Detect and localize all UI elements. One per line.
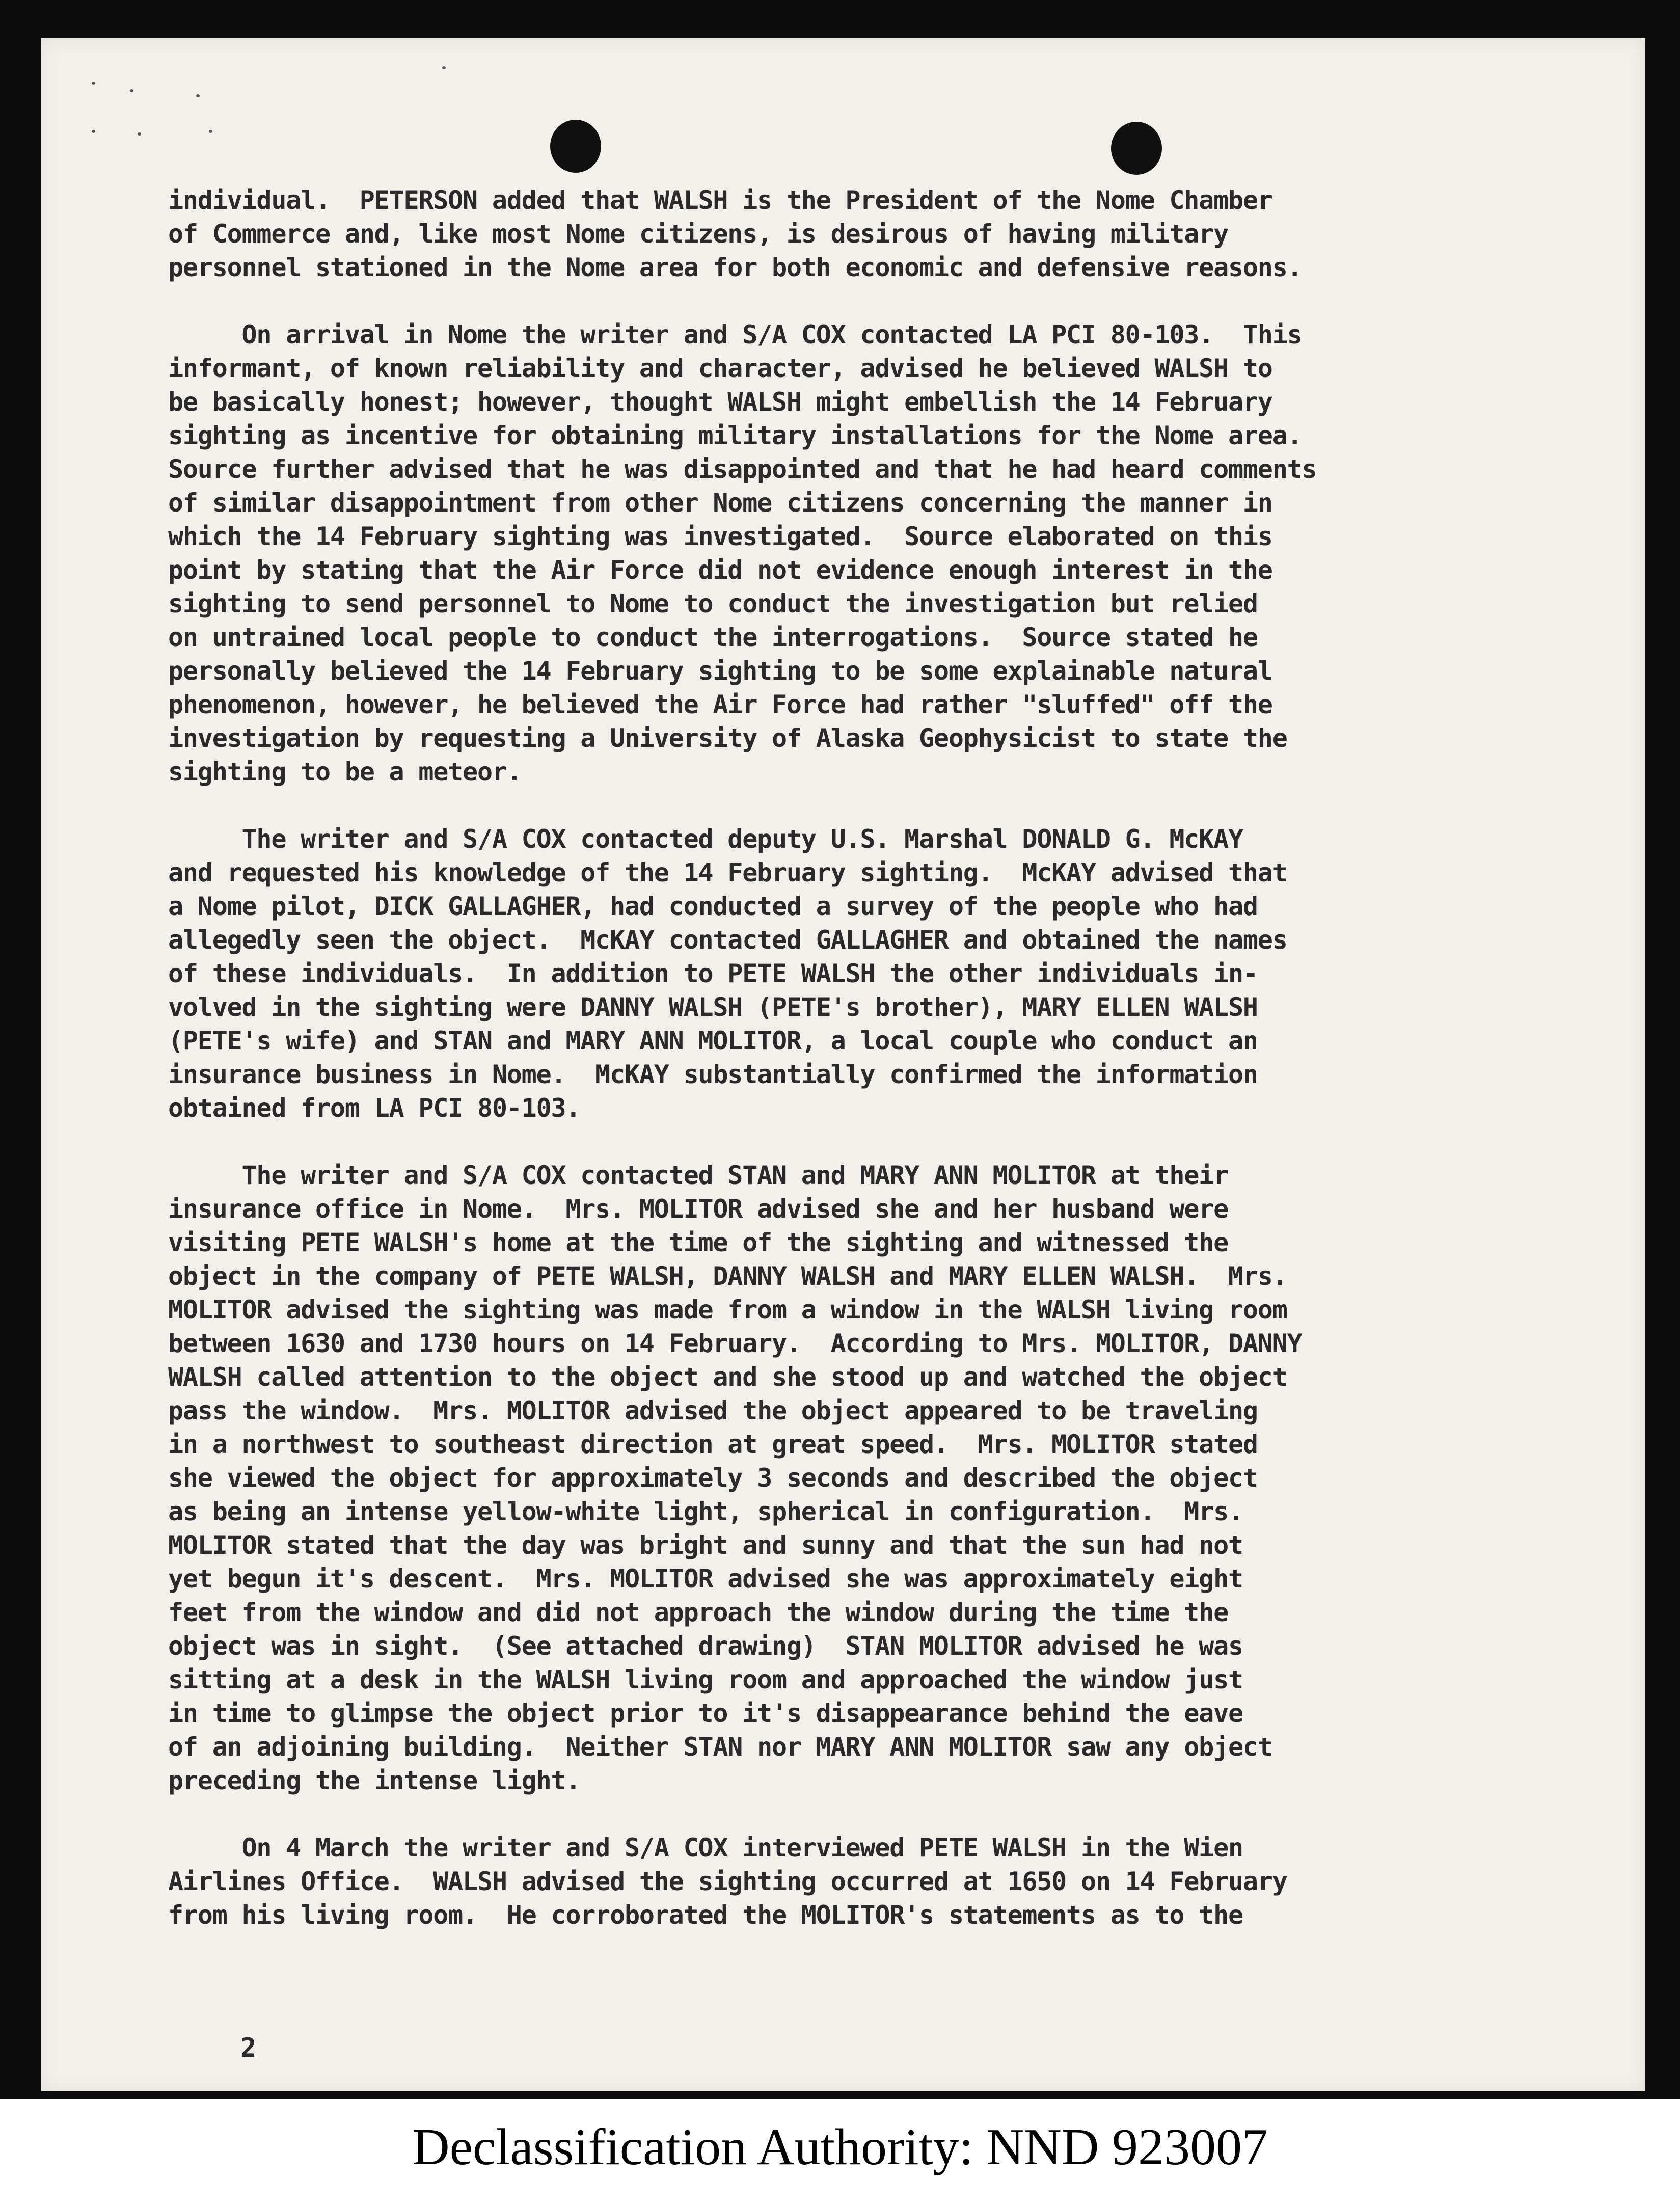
paragraph-gap [168, 789, 1564, 822]
text-line: personally believed the 14 February sighting to be some explainable natural [168, 656, 1272, 686]
text-line: be basically honest; however, thought WALSH might embellish the 14 February [168, 387, 1272, 417]
scan-speck [442, 66, 446, 69]
text-line: volved in the sighting were DANNY WALSH (PETE's brother), MARY ELLEN WALSH [168, 992, 1258, 1022]
text-line: Airlines Office. WALSH advised the sighting occurred at 1650 on 14 February [168, 1867, 1287, 1896]
typed-body-text [168, 183, 1564, 1932]
text-line: The writer and S/A COX contacted STAN and MARY ANN MOLITOR at their [168, 1161, 1228, 1190]
text-line: sighting to be a meteor. [168, 757, 522, 787]
scan-speck [92, 130, 95, 133]
text-line: individual. PETERSON added that WALSH is the President of the Nome Chamber [168, 185, 1272, 215]
declassification-authority: Declassification Authority: NND 923007 [412, 2118, 1268, 2176]
paragraph [168, 1831, 1564, 1932]
text-line: sighting as incentive for obtaining military installations for the Nome area. [168, 421, 1302, 450]
page-number: 2 [240, 2033, 257, 2063]
text-line: Source further advised that he was disappointed and that he had heard comments [168, 454, 1317, 484]
scan-speck [196, 94, 200, 97]
text-line: phenomenon, however, he believed the Air Force had rather "sluffed" off the [168, 690, 1272, 719]
scan-speck [130, 89, 133, 92]
text-line: in time to glimpse the object prior to it's disappearance behind the eave [168, 1699, 1243, 1728]
text-line: of these individuals. In addition to PETE WALSH the other individuals in- [168, 959, 1258, 988]
paragraph-gap [168, 1797, 1564, 1831]
text-line: MOLITOR advised the sighting was made from a window in the WALSH living room [168, 1295, 1287, 1325]
text-line: between 1630 and 1730 hours on 14 February. According to Mrs. MOLITOR, DANNY [168, 1329, 1302, 1358]
paragraph [168, 1159, 1564, 1797]
text-line: allegedly seen the object. McKAY contacted GALLAGHER and obtained the names [168, 925, 1287, 955]
text-line: and requested his knowledge of the 14 February sighting. McKAY advised that [168, 858, 1287, 887]
text-line: insurance business in Nome. McKAY substantially confirmed the information [168, 1060, 1258, 1089]
text-line: object was in sight. (See attached drawing) STAN MOLITOR advised he was [168, 1631, 1243, 1661]
text-line: (PETE's wife) and STAN and MARY ANN MOLITOR, a local couple who conduct an [168, 1026, 1258, 1056]
text-line: The writer and S/A COX contacted deputy U.S. Marshal DONALD G. McKAY [168, 824, 1243, 854]
text-line: from his living room. He corroborated the MOLITOR's statements as to the [168, 1900, 1243, 1930]
text-line: as being an intense yellow-white light, spherical in configuration. Mrs. [168, 1497, 1243, 1526]
punch-hole-right [1111, 122, 1162, 175]
text-line: which the 14 February sighting was investigated. Source elaborated on this [168, 522, 1272, 551]
paragraph [168, 318, 1564, 789]
paragraph [168, 822, 1564, 1125]
text-line: sitting at a desk in the WALSH living room and approached the window just [168, 1665, 1243, 1694]
text-line: yet begun it's descent. Mrs. MOLITOR advised she was approximately eight [168, 1564, 1243, 1594]
paragraph-gap [168, 284, 1564, 318]
text-line: investigation by requesting a University of Alaska Geophysicist to state the [168, 723, 1287, 753]
text-line: pass the window. Mrs. MOLITOR advised the object appeared to be traveling [168, 1396, 1258, 1425]
text-line: WALSH called attention to the object and she stood up and watched the object [168, 1362, 1287, 1392]
text-line: of similar disappointment from other Nome citizens concerning the manner in [168, 488, 1272, 518]
text-line: On 4 March the writer and S/A COX interviewed PETE WALSH in the Wien [168, 1833, 1243, 1863]
text-line: a Nome pilot, DICK GALLAGHER, had conducted a survey of the people who had [168, 892, 1258, 921]
text-line: of Commerce and, like most Nome citizens, is desirous of having military [168, 219, 1228, 249]
text-line: preceding the intense light. [168, 1766, 581, 1795]
paragraph [168, 183, 1564, 284]
text-line: object in the company of PETE WALSH, DANNY WALSH and MARY ELLEN WALSH. Mrs. [168, 1261, 1287, 1291]
text-line: obtained from LA PCI 80-103. [168, 1093, 581, 1123]
scan-speck [138, 132, 141, 136]
text-line: on untrained local people to conduct the interrogations. Source stated he [168, 623, 1258, 652]
scan-speck [209, 130, 212, 133]
text-line: sighting to send personnel to Nome to conduct the investigation but relied [168, 589, 1258, 618]
text-line: of an adjoining building. Neither STAN nor MARY ANN MOLITOR saw any object [168, 1732, 1272, 1762]
text-line: in a northwest to southeast direction at great speed. Mrs. MOLITOR stated [168, 1430, 1258, 1459]
scan-speck [92, 82, 95, 85]
text-line: she viewed the object for approximately 3 seconds and described the object [168, 1463, 1258, 1493]
text-line: insurance office in Nome. Mrs. MOLITOR advised she and her husband were [168, 1194, 1228, 1224]
text-line: MOLITOR stated that the day was bright and sunny and that the sun had not [168, 1530, 1243, 1560]
text-line: visiting PETE WALSH's home at the time of the sighting and witnessed the [168, 1228, 1228, 1257]
text-line: On arrival in Nome the writer and S/A COX contacted LA PCI 80-103. This [168, 320, 1302, 349]
punch-hole-left [550, 120, 601, 173]
text-line: feet from the window and did not approach the window during the time the [168, 1598, 1228, 1627]
text-line: informant, of known reliability and character, advised he believed WALSH to [168, 354, 1272, 383]
paragraph-gap [168, 1125, 1564, 1159]
text-line: personnel stationed in the Nome area for both economic and defensive reasons. [168, 253, 1302, 282]
text-line: point by stating that the Air Force did not evidence enough interest in the [168, 555, 1272, 585]
